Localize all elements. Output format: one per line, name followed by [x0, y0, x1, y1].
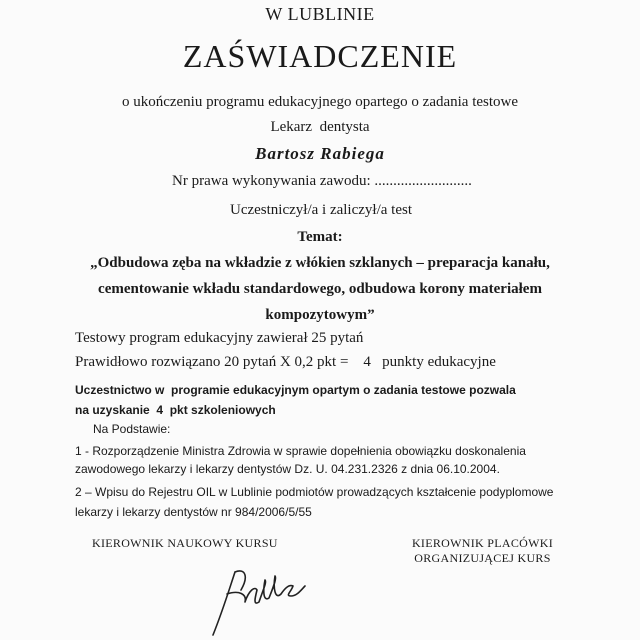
legal-basis-item: 2 – Wpisu do Rejestru OIL w Lublinie podmiotów prowadzących kształcenie podyplomowe	[75, 485, 554, 499]
topic-line: „Odbudowa zęba na wkładzie z włókien szklanych – preparacja kanału,	[90, 255, 550, 271]
document-title: ZAŚWIADCZENIE	[182, 38, 458, 74]
completion-statement: Uczestniczył/a i zaliczył/a test	[230, 202, 412, 218]
legal-basis-item: lekarzy i lekarzy dentystów nr 984/2006/5/55	[75, 505, 312, 519]
legal-basis-item: zawodowego lekarzy i lekarzy dentystów Dz. U. 04.231.2326 z dnia 06.10.2004.	[75, 462, 500, 476]
topic-line: cementowanie wkładu standardowego, odbudowa korony materiałem	[98, 281, 542, 297]
score-line: Prawidłowo rozwiązano 20 pytań X 0,2 pkt = 4 punkty edukacyjne	[75, 354, 496, 370]
institution-line: W LUBLINIE	[265, 4, 375, 24]
document-subtitle: o ukończeniu programu edukacyjnego opartego o zadania testowe	[121, 94, 519, 110]
questions-total: Testowy program edukacyjny zawierał 25 pytań	[75, 330, 364, 346]
handwritten-signature	[205, 560, 315, 640]
scientific-director-title: KIEROWNIK NAUKOWY KURSU	[92, 536, 278, 550]
person-name: Bartosz Rabiega	[255, 144, 385, 163]
points-statement: na uzyskanie 4 pkt szkoleniowych	[75, 403, 276, 417]
topic-label: Temat:	[297, 229, 343, 245]
profession-label: Lekarz dentysta	[270, 119, 370, 135]
legal-basis-item: 1 - Rozporządzenie Ministra Zdrowia w sprawie dopełnienia obowiązku doskonalenia	[75, 444, 526, 458]
points-statement: Uczestnictwo w programie edukacyjnym opartym o zadania testowe pozwala	[75, 383, 516, 397]
topic-line: kompozytowym”	[265, 307, 375, 323]
license-number-line: Nr prawa wykonywania zawodu: ..........................	[172, 173, 472, 189]
legal-basis-label: Na Podstawie:	[93, 422, 171, 436]
facility-director-title: KIEROWNIK PLACÓWKI	[411, 536, 554, 550]
facility-director-title: ORGANIZUJĄCEJ KURS	[414, 551, 551, 565]
